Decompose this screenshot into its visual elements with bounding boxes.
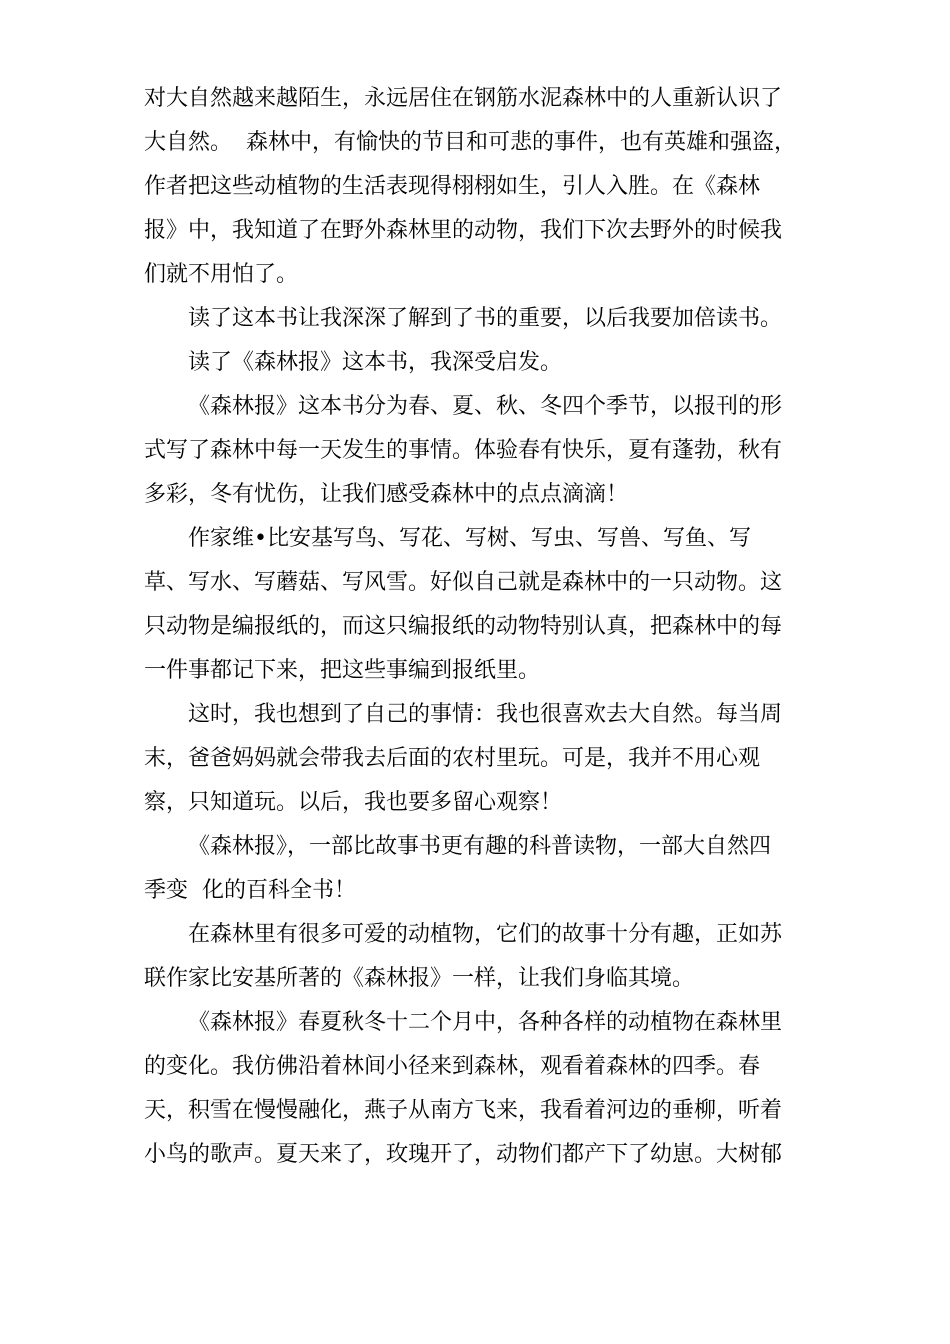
text-line: 小鸟的歌声。夏天来了，玫瑰开了，动物们都产下了幼崽。大树郁: [144, 1142, 783, 1167]
paragraph-first-line: 读了这本书让我深深了解到了书的重要，以后我要加倍读书。: [188, 306, 783, 331]
text-line: 作者把这些动植物的生活表现得栩栩如生，引人入胜。在《森林: [144, 174, 761, 199]
paragraph-first-line: 在森林里有很多可爱的动植物，它们的故事十分有趣，正如苏: [188, 922, 783, 947]
text-line: 季变 化的百科全书！: [144, 878, 356, 903]
text-line: 多彩，冬有忧伤，让我们感受森林中的点点滴滴！: [144, 482, 629, 507]
text-line: 一件事都记下来，把这些事编到报纸里。: [144, 658, 541, 683]
text-line: 联作家比安基所著的《森林报》一样，让我们身临其境。: [144, 966, 695, 991]
text-line: 草、写水、写蘑菇、写风雪。好似自己就是森林中的一只动物。这: [144, 570, 783, 595]
text-line: 们就不用怕了。: [144, 262, 299, 287]
text-line: 察，只知道玩。以后，我也要多留心观察！: [144, 790, 563, 815]
paragraph-first-line: 作家维•比安基写鸟、写花、写树、写虫、写兽、写鱼、写: [188, 526, 751, 551]
text-line: 末，爸爸妈妈就会带我去后面的农村里玩。可是，我并不用心观: [144, 746, 761, 771]
text-line: 只动物是编报纸的，而这只编报纸的动物特别认真，把森林中的每: [144, 614, 783, 639]
paragraph-first-line: 读了《森林报》这本书，我深受启发。: [188, 350, 563, 375]
paragraph-first-line: 《森林报》春夏秋冬十二个月中，各种各样的动植物在森林里: [188, 1010, 783, 1035]
text-line: 天，积雪在慢慢融化，燕子从南方飞来，我看着河边的垂柳，听着: [144, 1098, 783, 1123]
text-line: 报》中，我知道了在野外森林里的动物，我们下次去野外的时候我: [144, 218, 783, 243]
paragraph-first-line: 这时，我也想到了自己的事情：我也很喜欢去大自然。每当周: [188, 702, 783, 727]
paragraph-first-line: 《森林报》，一部比故事书更有趣的科普读物，一部大自然四: [188, 834, 772, 859]
text-line: 对大自然越来越陌生，永远居住在钢筋水泥森林中的人重新认识了: [144, 86, 783, 111]
paragraph-first-line: 《森林报》这本书分为春、夏、秋、冬四个季节，以报刊的形: [188, 394, 783, 419]
text-line: 大自然。 森林中，有愉快的节目和可悲的事件，也有英雄和强盗，: [144, 130, 796, 155]
text-line: 式写了森林中每一天发生的事情。体验春有快乐，夏有蓬勃，秋有: [144, 438, 783, 463]
text-line: 的变化。我仿佛沿着林间小径来到森林，观看着森林的四季。春: [144, 1054, 761, 1079]
